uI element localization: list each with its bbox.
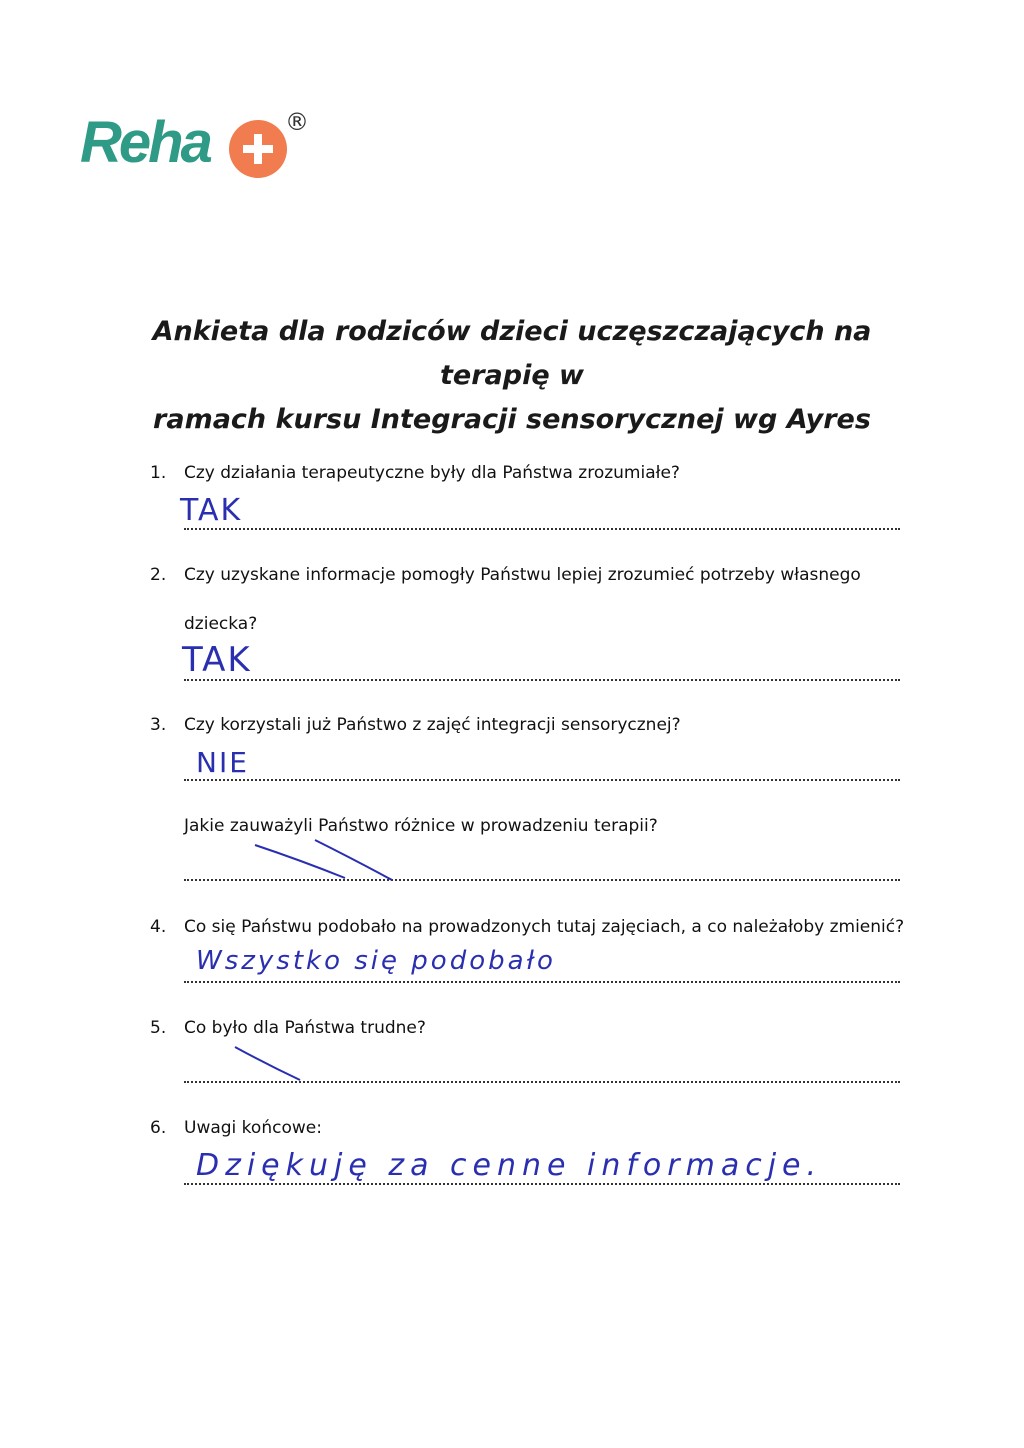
reha-logo xyxy=(80,105,320,180)
question-number: 6. xyxy=(150,1118,167,1138)
question-number: 3. xyxy=(150,715,167,735)
answer-line-3 xyxy=(184,779,900,781)
question-text: Uwagi końcowe: xyxy=(184,1118,322,1138)
logo-text: Reha xyxy=(80,110,210,175)
plus-vertical xyxy=(254,134,262,164)
answer-3-handwritten: NIE xyxy=(196,746,249,779)
title-line-2: ramach kursu Integracji sensorycznej wg Ayres xyxy=(153,404,871,435)
question-text: Czy działania terapeutyczne były dla Państwa zrozumiałe? xyxy=(184,463,680,483)
question-number: 4. xyxy=(150,917,167,937)
answer-4-handwritten: Wszystko się podobało xyxy=(196,946,556,976)
title-line-1: Ankieta dla rodziców dzieci uczęszczających na terapię w xyxy=(152,316,872,391)
answer-6-handwritten: Dziękuję za cenne informacje. xyxy=(196,1148,823,1183)
answer-1-handwritten: TAK xyxy=(180,493,243,528)
question-2-continuation: dziecka? xyxy=(184,614,258,634)
answer-2-handwritten: TAK xyxy=(182,640,252,680)
page-title xyxy=(100,310,924,442)
registered-mark: ® xyxy=(285,108,309,136)
answer-line-2 xyxy=(184,679,900,681)
question-text: Czy uzyskane informacje pomogły Państwu lepiej zrozumieć potrzeby własnego xyxy=(184,565,861,585)
question-3-sub: Jakie zauważyli Państwo różnice w prowadzeniu terapii? xyxy=(184,816,658,836)
question-text: Co się Państwu podobało na prowadzonych tutaj zajęciach, a co należałoby zmienić? xyxy=(184,917,905,937)
question-text: Czy korzystali już Państwo z zajęć integracji sensorycznej? xyxy=(184,715,681,735)
answer-line-1 xyxy=(184,528,900,530)
question-number: 5. xyxy=(150,1018,167,1038)
strike-stroke-5 xyxy=(235,1047,300,1080)
strike-stroke-3b xyxy=(315,840,392,880)
question-text: Co było dla Państwa trudne? xyxy=(184,1018,426,1038)
reha-logo-graphic xyxy=(80,105,320,180)
answer-line-4 xyxy=(184,981,900,983)
answer-line-6 xyxy=(184,1183,900,1185)
answer-line-5 xyxy=(184,1081,900,1083)
question-number: 2. xyxy=(150,565,167,585)
strike-stroke-3a xyxy=(255,845,345,878)
question-number: 1. xyxy=(150,463,167,483)
answer-line-3b xyxy=(184,879,900,881)
